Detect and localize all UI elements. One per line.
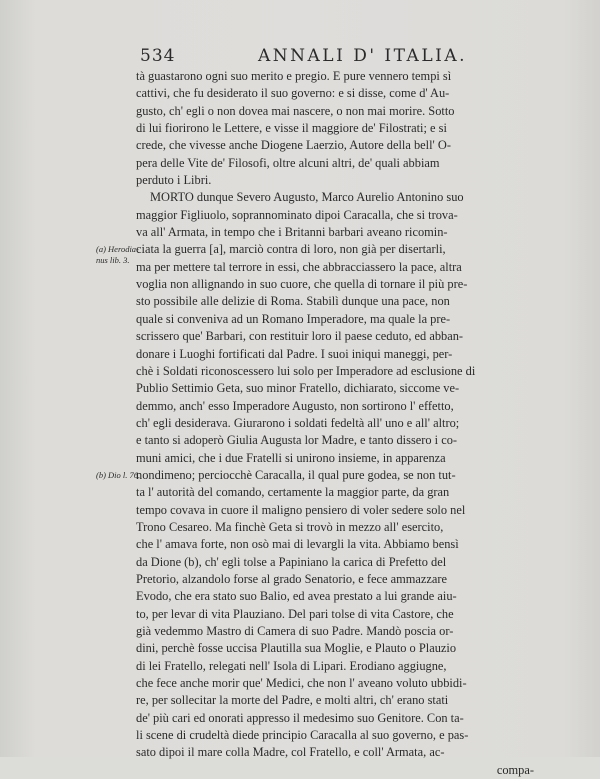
margin-note-b (96, 470, 144, 481)
text-line: tempo covava in cuore il maligno pensiero di voler sedere solo nel (136, 502, 466, 517)
text-line: da Dione (b), ch' egli tolse a Papiniano la carica di Prefetto del (136, 554, 447, 569)
text-line: ch' egli desiderava. Giurarono i soldati fedeltà all' uno e all' altro; (136, 415, 460, 430)
text-line: sto possibile alle delizie di Roma. Stabilì dunque una pace, non (136, 294, 450, 309)
text-line: MORTO dunque Severo Augusto, Marco Aurelio Antonino suo (150, 190, 464, 205)
text-line: quale si conveniva ad un Romano Imperadore, ma quale la pre- (136, 311, 451, 326)
text-line: maggior Figliuolo, soprannominato dipoi Caracalla, che si trova- (136, 207, 458, 222)
text-line: nondimeno; perciocchè Caracalla, il qual pure godea, se non tut- (136, 467, 456, 482)
text-line: to, per levar di vita Plauziano. Del pari tolse di vita Castore, che (136, 606, 454, 621)
text-line: Publio Settimio Geta, suo minor Fratello, dichiarato, siccome ve- (136, 381, 460, 396)
text-line: pera delle Vite de' Filosofi, oltre alcuni altri, de' quali abbiam (136, 155, 440, 170)
text-line: Trono Cesareo. Ma finchè Geta si trovò in mezzo all' esercito, (136, 519, 444, 534)
text-line: voglia non allignando in suo cuore, che quella di tornare il più pre- (136, 277, 468, 292)
margin-note-a (96, 244, 144, 266)
text-line: tà guastarono ogni suo merito e pregio. E pure vennero tempi sì (136, 69, 452, 83)
text-line: gusto, ch' egli o non dovea mai nascere, o non mai morire. Sotto (136, 103, 455, 118)
page-header (140, 46, 540, 66)
running-title: ANNALI D' ITALIA. (258, 46, 468, 66)
text-line: chè i Soldati riconoscessero lui solo per Imperadore ad esclusione di (136, 363, 476, 378)
text-line: va all' Armata, in tempo che i Britanni barbari aveano ricomin- (136, 225, 448, 240)
text-line: li scene di crudeltà diede principio Caracalla al suo governo, e pas- (136, 728, 469, 743)
margin-note-line: nus lib. 3. (96, 255, 130, 265)
text-line: già vedemmo Mastro di Camera di suo Padre. Mandò poscia or- (136, 624, 454, 638)
text-line: che fece anche morir que' Medici, che non l' aveano voluto ubbidi- (136, 676, 467, 691)
margin-note-line: (b) Dio l. 76. (96, 470, 141, 480)
text-line: che l' amava forte, non osò mai di levargli la vita. Abbiamo bensì (136, 537, 459, 552)
text-line: scrissero que' Barbari, con restituir loro il paese ceduto, ed abban- (136, 329, 464, 344)
text-line: ciata la guerra [a], marciò contra di loro, non già per disertarli, (136, 242, 446, 257)
text-line: donare i Luoghi fortificati dal Padre. I suoi iniqui maneggi, per- (136, 346, 453, 361)
text-line: Pretorio, alzandolo forse al grado Senatorio, e fece ammazzare (136, 571, 447, 586)
catchword: compa- (496, 762, 534, 777)
text-line: perduto i Libri. (136, 173, 212, 188)
text-line: sato dipoi il mare colla Madre, col Fratello, e coll' Armata, ac- (136, 745, 445, 760)
text-line: e tanto si adoperò Giulia Augusta lor Madre, e tanto dissero i co- (136, 433, 458, 448)
text-line: ma per mettere tal terrore in essi, che abbracciassero la pace, altra (136, 259, 462, 274)
text-line: ta l' autorità del comando, certamente la maggior parte, da gran (136, 485, 450, 500)
text-line: cattivi, che fu desiderato il suo governo: e si disse, come d' Au- (136, 86, 450, 101)
body-text (136, 68, 534, 779)
text-line: de' più cari ed onorati appresso il medesimo suo Genitore. Con ta- (136, 710, 464, 725)
text-line: crede, che vivesse anche Diogene Laerzio, Autore della bell' O- (136, 138, 451, 153)
text-line: demmo, anch' esso Imperadore Augusto, non sortirono l' effetto, (136, 398, 454, 413)
text-line: dini, perchè fosse uccisa Plautilla sua Moglie, e Plauto o Plauzio (136, 641, 457, 656)
text-line: Evodo, che era stato suo Balio, ed avea prestato a lui grande aiu- (136, 589, 457, 604)
margin-note-line: (a) Herodia- (96, 244, 139, 254)
text-line: di lei Fratello, relegati nell' Isola di Lipari. Erodiano aggiugne, (136, 658, 447, 673)
text-line: di lui fiorirono le Lettere, e visse il maggiore de' Filostrati; e si (136, 121, 447, 136)
text-line: muni amici, che i due Fratelli si unirono insieme, in apparenza (136, 450, 446, 465)
page-number: 534 (140, 46, 176, 66)
text-line: re, per sollecitar la morte del Padre, e molti altri, ch' erano stati (136, 693, 449, 708)
